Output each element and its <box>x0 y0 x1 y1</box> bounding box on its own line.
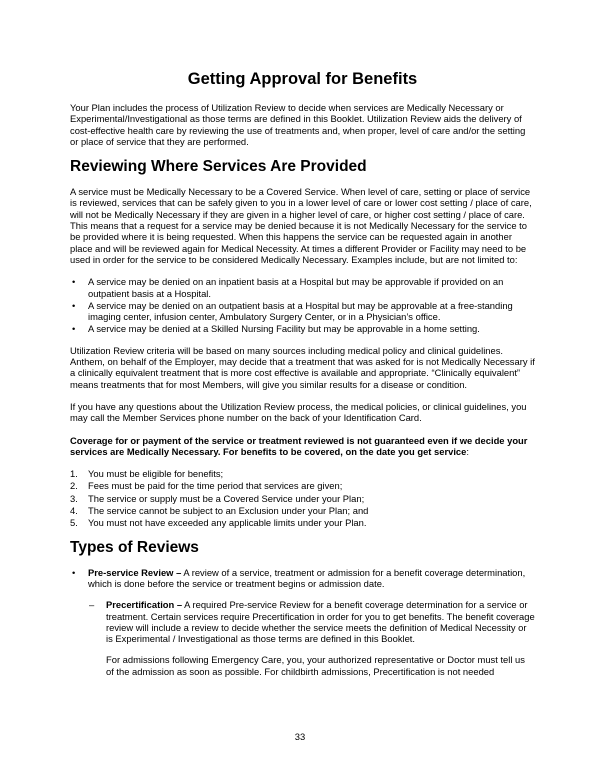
review-types-list <box>70 567 535 590</box>
coverage-notice: Coverage for or payment of the service or treatment reviewed is not guaranteed even if we decide your services are Medically Necessary. For benefits to be covered, on the date you get service: <box>70 434 528 457</box>
emergency-admission-paragraph: For admissions following Emergency Care, you, your authorized representative or Doctor must tell us of the admission as soon as possible. For childbirth admissions, Precertification is not needed <box>106 654 525 677</box>
list-item: 1. You must be eligible for benefits; <box>70 468 224 480</box>
list-item: – Precertification – A required Pre-service Review for a benefit coverage determination for a service or treatment. Certain services require Precertification in order for you to get benefits. The benefit coverage review will include a review to decide whether the service meets the definition of Medical Necessity or is Experimental / Investigational as those terms are defined in this Booklet. <box>89 599 535 645</box>
criteria-paragraph: Utilization Review criteria will be based on many sources including medical policy and clinical guidelines. Anthem, on behalf of the Employer, may decide that a treatment that was asked for is not Medically Necessary if a clinically equivalent treatment that is more cost effective is available and appropriate. “Clinically equivalent” means treatments that for most Members, will give you similar results for a disease or condition. <box>70 344 535 390</box>
list-item: • A service may be denied at a Skilled Nursing Facility but may be approvable in a home setting. <box>72 323 480 335</box>
section-heading-reviewing: Reviewing Where Services Are Provided <box>70 158 367 176</box>
list-item: 5. You must not have exceeded any applicable limits under your Plan. <box>70 517 367 529</box>
bullet-icon: • <box>72 323 76 335</box>
intro-paragraph: Your Plan includes the process of Utilization Review to decide when services are Medically Necessary or Experimental/Investigational as those terms are defined in this Booklet. Utilization Review aids the delivery of cost-effective health care by reviewing the use of treatments and, when proper, level of care and/or the setting or place of service that they are performed. <box>70 102 526 147</box>
page-content <box>70 70 535 683</box>
list-item: 2. Fees must be paid for the time period that services are given; <box>70 480 343 492</box>
bullet-icon: • <box>72 566 76 578</box>
list-item: • A service may be denied on an outpatient basis at a Hospital but may be approvable at a free-standing imaging center, infusion center, Ambulatory Surgery Center, or in a Physician’s office. <box>72 299 513 323</box>
reviewing-paragraph: A service must be Medically Necessary to be a Covered Service. When level of care, setting or place of service is reviewed, services that can be safely given to you in a lower level of care or lower cost setting / place of care, will not be Medically Necessary if they are given in a higher level of care, or higher cost setting / place of care. This means that a request for a service may be denied because it is not Medically Necessary for the service to be provided where it is being requested. When this happens the service can be requested again in another place and will be reviewed again for Medical Necessity. At times a different Provider or Facility may need to be used in order for the service to be considered Medically Necessary. Examples include, but are not limited to: <box>70 186 532 265</box>
bullet-icon: • <box>72 276 76 288</box>
precertification-list <box>88 599 535 644</box>
list-item: 4. The service cannot be subject to an Exclusion under your Plan; and <box>70 505 369 517</box>
list-item: • A service may be denied on an inpatient basis at a Hospital but may be approvable if provided on an outpatient basis at a Hospital. <box>72 276 504 299</box>
questions-paragraph: If you have any questions about the Utilization Review process, the medical policies, or clinical guidelines, you may call the Member Services phone number on the back of your Identification Card. <box>70 400 527 424</box>
precertification-block <box>88 599 535 677</box>
list-item: • Pre-service Review – A review of a service, treatment or admission for a benefit coverage determination, which is done before the service or treatment begins or admission date. <box>72 566 526 589</box>
page-title: Getting Approval for Benefits <box>187 70 418 88</box>
requirements-list <box>70 468 535 528</box>
page-number: 33 <box>294 731 306 742</box>
list-item: 3. The service or supply must be a Covered Service under your Plan; <box>70 492 365 504</box>
dash-icon: – <box>89 599 95 611</box>
bullet-icon: • <box>72 299 76 311</box>
section-heading-types: Types of Reviews <box>70 538 199 556</box>
examples-list <box>70 276 535 334</box>
